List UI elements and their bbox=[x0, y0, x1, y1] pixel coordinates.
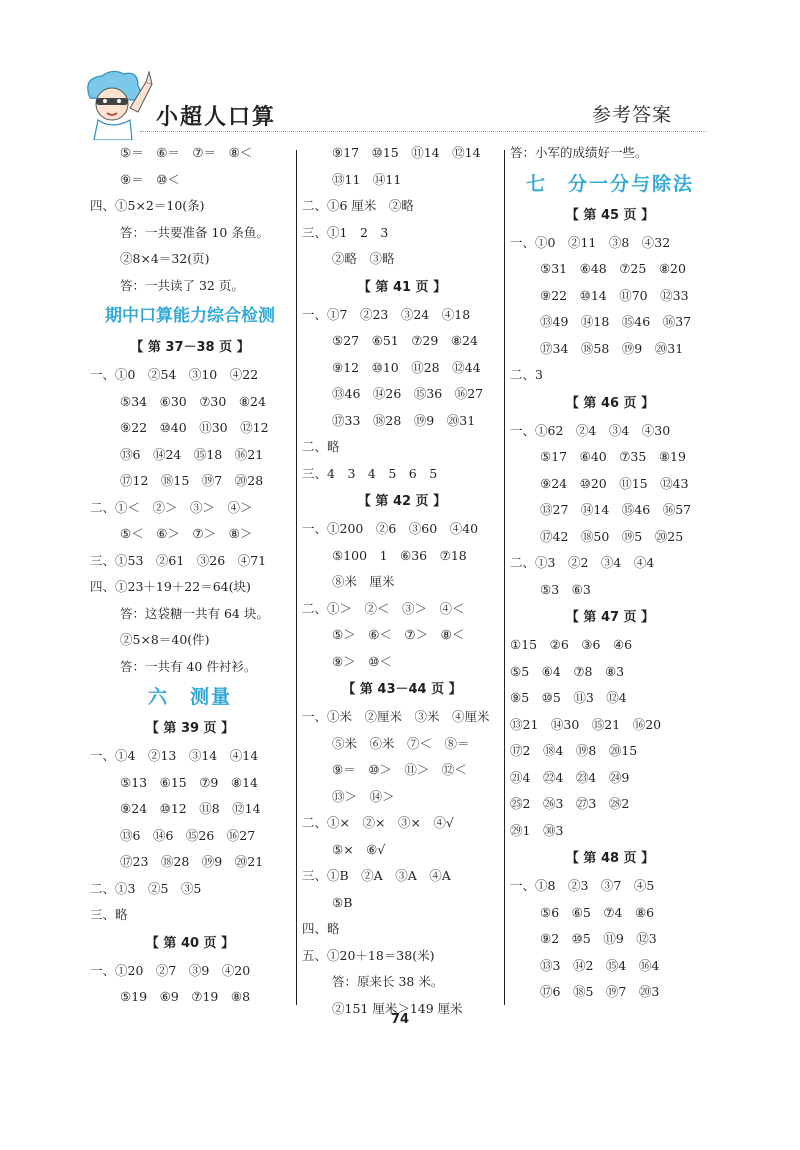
answer-line: ⑰34 ⑱58 ⑲9 ⑳31 bbox=[540, 340, 684, 356]
answer-line: ⑨＝ ⑩＜ bbox=[120, 171, 180, 187]
answer-line: ⑤27 ⑥51 ⑦29 ⑧24 bbox=[332, 333, 478, 348]
answer-line: 答：一共要准备 10 条鱼。 bbox=[120, 224, 269, 240]
answer-line: ⑬27 ⑭14 ⑮46 ⑯57 bbox=[540, 502, 692, 517]
answer-line: ㉑4 ㉒4 ㉓4 ㉔9 bbox=[510, 769, 630, 785]
answer-line: ⑤＞ ⑥＜ ⑦＞ ⑧＜ bbox=[332, 627, 465, 642]
answer-line: 二、略 bbox=[302, 439, 340, 454]
answer-line: ⑨＝ ⑩＞ ⑪＞ ⑫＜ bbox=[332, 762, 467, 777]
answer-line: ②略 ③略 bbox=[332, 251, 395, 266]
answer-line: 二、3 bbox=[510, 367, 543, 382]
answer-line: ⑨24 ⑩20 ⑪15 ⑫43 bbox=[540, 475, 689, 491]
answer-line: ⑬＞ ⑭＞ bbox=[332, 788, 395, 804]
answer-line: 四、略 bbox=[302, 921, 340, 936]
answer-line: ⑨24 ⑩12 ⑪8 ⑫14 bbox=[120, 801, 261, 816]
answer-line: ⑤34 ⑥30 ⑦30 ⑧24 bbox=[120, 393, 266, 409]
answer-line: ⑬21 ⑭30 ⑮21 ⑯20 bbox=[510, 716, 662, 732]
answer-line: 四、①5×2＝10(条) bbox=[90, 198, 205, 213]
page-number: 74 bbox=[390, 1012, 410, 1027]
answer-line: ⑤米 ⑥米 ⑦＜ ⑧＝ bbox=[332, 735, 470, 751]
column-divider bbox=[296, 150, 297, 1005]
answer-line: ⑰12 ⑱15 ⑲7 ⑳28 bbox=[120, 473, 264, 488]
answer-line: ⑰42 ⑱50 ⑲5 ⑳25 bbox=[540, 528, 684, 544]
page-reference-heading: 【 第 39 页 】 bbox=[145, 721, 235, 736]
page-reference-heading: 【 第 43－44 页 】 bbox=[342, 682, 462, 697]
answer-line: 一、①0 ②54 ③10 ④22 bbox=[90, 367, 259, 382]
answer-line: ⑬6 ⑭6 ⑮26 ⑯27 bbox=[120, 827, 256, 843]
answer-line: ⑤× ⑥√ bbox=[332, 841, 386, 857]
answer-column-3 bbox=[510, 140, 710, 1006]
page-header bbox=[0, 0, 800, 140]
answer-line: ⑰33 ⑱28 ⑲9 ⑳31 bbox=[332, 412, 476, 428]
page-reference-heading: 【 第 42 页 】 bbox=[357, 494, 447, 509]
answer-line: ⑬11 ⑭11 bbox=[332, 171, 402, 187]
answer-line: ⑨12 ⑩10 ⑪28 ⑫44 bbox=[332, 359, 481, 375]
answers-heading: 参考答案 bbox=[591, 104, 672, 126]
answer-line: ②151 厘米＞149 厘米 bbox=[332, 1000, 463, 1016]
answer-line: 一、①200 ②6 ③60 ④40 bbox=[302, 521, 479, 536]
answer-line: 答：一共读了 32 页。 bbox=[120, 277, 244, 293]
column-divider bbox=[504, 150, 505, 1005]
answer-line: 三、①53 ②61 ③26 ④71 bbox=[90, 552, 267, 568]
answer-line: 一、①4 ②13 ③14 ④14 bbox=[90, 748, 259, 763]
answer-line: ⑰6 ⑱5 ⑲7 ⑳3 bbox=[540, 984, 660, 999]
answer-line: ①15 ②6 ③6 ④6 bbox=[510, 637, 633, 652]
answer-line: ⑤＜ ⑥＞ ⑦＞ ⑧＞ bbox=[120, 526, 253, 541]
answer-line: ⑨22 ⑩14 ⑪70 ⑫33 bbox=[540, 287, 689, 303]
answer-line: ⑨17 ⑩15 ⑪14 ⑫14 bbox=[332, 145, 481, 160]
answer-line: 三、4 3 4 5 6 5 bbox=[302, 465, 438, 481]
page-reference-heading: 【 第 37－38 页 】 bbox=[130, 340, 250, 355]
answer-line: 二、①3 ②2 ③4 ④4 bbox=[510, 555, 655, 570]
answer-column-1 bbox=[90, 140, 290, 1011]
answer-line: ⑤B bbox=[332, 894, 353, 910]
answer-line: ⑤5 ⑥4 ⑦8 ⑧3 bbox=[510, 663, 625, 679]
answer-line: 二、①6 厘米 ②略 bbox=[302, 198, 414, 213]
answer-line: ⑨2 ⑩5 ⑪9 ⑫3 bbox=[540, 931, 657, 946]
answer-line: 一、①0 ②11 ③8 ④32 bbox=[510, 234, 671, 250]
answer-line: ⑰2 ⑱4 ⑲8 ⑳15 bbox=[510, 743, 638, 758]
answer-line: ⑤17 ⑥40 ⑦35 ⑧19 bbox=[540, 449, 686, 464]
answer-line: ⑬3 ⑭2 ⑮4 ⑯4 bbox=[540, 957, 660, 973]
section-title: 期中口算能力综合检测 bbox=[105, 306, 275, 326]
answer-line: ⑤＝ ⑥＝ ⑦＝ ⑧＜ bbox=[120, 145, 253, 160]
section-title: 七 分一分与除法 bbox=[525, 172, 694, 195]
page-reference-heading: 【 第 47 页 】 bbox=[565, 610, 655, 625]
answer-line: 一、①20 ②7 ③9 ④20 bbox=[90, 962, 251, 978]
answer-line: 三、①1 2 3 bbox=[302, 224, 389, 240]
page-reference-heading: 【 第 48 页 】 bbox=[565, 851, 655, 866]
page-reference-heading: 【 第 40 页 】 bbox=[145, 935, 235, 951]
answer-line: ⑧米 厘米 bbox=[332, 574, 395, 589]
answer-line: ㉕2 ㉖3 ㉗3 ㉘2 bbox=[510, 796, 630, 811]
page-reference-heading: 【 第 45 页 】 bbox=[565, 207, 655, 223]
page-reference-heading: 【 第 41 页 】 bbox=[357, 279, 447, 295]
answer-line: 答：这袋糖一共有 64 块。 bbox=[120, 605, 269, 621]
answer-column-2 bbox=[302, 140, 502, 1022]
answer-line: 答：小军的成绩好一些。 bbox=[510, 145, 648, 160]
answer-line: 一、①8 ②3 ③7 ④5 bbox=[510, 878, 655, 893]
answer-line: 二、①× ②× ③× ④√ bbox=[302, 815, 454, 830]
answer-line: ⑤6 ⑥5 ⑦4 ⑧6 bbox=[540, 904, 655, 920]
answer-line: 四、①23＋19＋22＝64(块) bbox=[90, 579, 251, 594]
answer-line: ②5×8＝40(件) bbox=[120, 632, 210, 647]
answer-line: ⑨＞ ⑩＜ bbox=[332, 653, 392, 669]
answer-line: 二、①3 ②5 ③5 bbox=[90, 880, 202, 896]
answer-line: ②8×4＝32(页) bbox=[120, 251, 210, 266]
page-reference-heading: 【 第 46 页 】 bbox=[565, 395, 655, 411]
book-brand-title: 小超人口算 bbox=[156, 105, 277, 130]
answer-line: ⑨5 ⑩5 ⑪3 ⑫4 bbox=[510, 690, 627, 705]
answer-line: ⑤19 ⑥9 ⑦19 ⑧8 bbox=[120, 989, 251, 1004]
answer-line: 一、①米 ②厘米 ③米 ④厘米 bbox=[302, 709, 490, 724]
answer-line: ⑨22 ⑩40 ⑪30 ⑫12 bbox=[120, 420, 269, 435]
section-title: 六 测量 bbox=[147, 686, 232, 708]
mascot-logo-icon bbox=[72, 68, 162, 140]
answer-line: ⑰23 ⑱28 ⑲9 ⑳21 bbox=[120, 854, 264, 869]
answer-line: ⑬6 ⑭24 ⑮18 ⑯21 bbox=[120, 446, 264, 462]
answer-line: 二、①＞ ②＜ ③＞ ④＜ bbox=[302, 600, 465, 616]
answer-line: ⑬46 ⑭26 ⑮36 ⑯27 bbox=[332, 386, 484, 401]
answer-line: 答：原来长 38 米。 bbox=[332, 974, 444, 989]
header-dotted-divider bbox=[140, 131, 706, 132]
answer-line: 三、略 bbox=[90, 907, 128, 922]
answer-line: 二、①＜ ②＞ ③＞ ④＞ bbox=[90, 499, 253, 515]
answer-line: 三、①B ②A ③A ④A bbox=[302, 868, 451, 883]
answer-line: ㉙1 ㉚3 bbox=[510, 822, 564, 838]
answer-line: 答：一共有 40 件衬衫。 bbox=[120, 658, 257, 674]
answer-line: ⑬49 ⑭18 ⑮46 ⑯37 bbox=[540, 314, 692, 329]
answer-line: ⑤100 1 ⑥36 ⑦18 bbox=[332, 547, 467, 563]
answer-line: 一、①62 ②4 ③4 ④30 bbox=[510, 422, 671, 438]
answer-line: ⑤3 ⑥3 bbox=[540, 581, 591, 597]
answer-line: ⑤13 ⑥15 ⑦9 ⑧14 bbox=[120, 774, 258, 790]
answer-line: 五、①20＋18＝38(米) bbox=[302, 947, 435, 963]
answer-line: ⑤31 ⑥48 ⑦25 ⑧20 bbox=[540, 261, 686, 276]
answer-line: 一、①7 ②23 ③24 ④18 bbox=[302, 306, 471, 322]
